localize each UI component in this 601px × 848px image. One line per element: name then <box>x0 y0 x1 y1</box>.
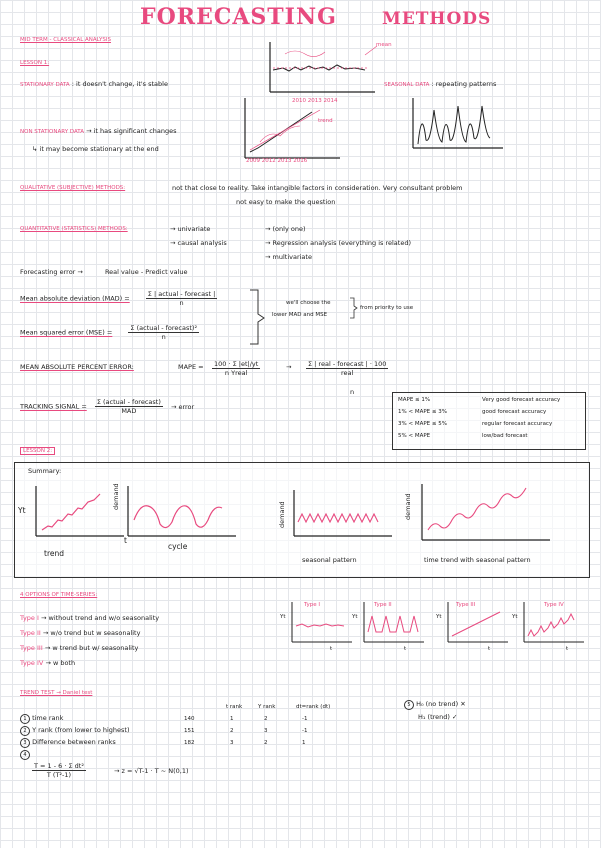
option-1-text: → without trend and w/o seasonality <box>41 614 160 622</box>
trend-col2-1: 2 <box>264 716 268 722</box>
stationary-chart <box>265 40 385 100</box>
forecasting-error-formula: Real value - Predict value <box>104 268 188 276</box>
option-2-type: Type II <box>20 629 41 637</box>
trend-step-2-num: 2 <box>20 726 30 736</box>
trend-step-4 <box>20 750 30 760</box>
h0: H₀ (no trend) ✕ <box>416 700 466 708</box>
mini-x-1: t <box>330 646 333 652</box>
choose-bracket-2 <box>348 296 358 320</box>
mape-eq2-den: n <box>350 388 355 396</box>
trend-step-1 <box>20 714 63 724</box>
trend-value-2: 151 <box>184 728 195 734</box>
mad-label: Mean absolute deviation (MAD) = <box>20 294 130 303</box>
choose-1: we'll choose the <box>286 300 331 306</box>
summary-chart-trend-caption: trend <box>44 549 64 558</box>
trend-col1-2: 2 <box>230 728 234 734</box>
options-label: 4 OPTIONS OF TIME-SERIES: <box>20 592 98 598</box>
option-4-type: Type IV <box>20 659 44 667</box>
option-3 <box>20 644 138 652</box>
summary-chart-cycle-caption: cycle <box>168 542 188 551</box>
mini-y-4: Yt <box>512 614 518 620</box>
qualitative-text2: not easy to make the question <box>236 198 336 206</box>
trend-value-1: 140 <box>184 716 195 722</box>
summary-chart-cycle <box>126 486 246 546</box>
mse-label: Mean squared error (MSE) = <box>20 328 113 337</box>
tracking-note: → error <box>170 402 195 411</box>
page-title-methods: METHODS <box>382 9 492 29</box>
trend-col3-1: -1 <box>302 716 308 722</box>
mape-label: MEAN ABSOLUTE PERCENT ERROR: <box>20 363 134 371</box>
quantitative-line2b: → Regression analysis (everything is related) <box>265 239 411 247</box>
nonstationary-text: → it has significant changes <box>86 127 177 135</box>
forecasting-error <box>20 268 187 276</box>
summary-chart-seasonal <box>292 486 402 546</box>
summary-label: Summary: <box>28 467 62 475</box>
option-3-text: → w trend but w/ seasonality <box>44 644 139 652</box>
stationary-label: STATIONARY DATA <box>20 82 70 88</box>
mape-table-row-3-quality: low/bad forecast <box>482 433 528 439</box>
trend-step-3-num: 3 <box>20 738 30 748</box>
mad-den: n <box>179 299 184 307</box>
option-3-type: Type III <box>20 644 43 652</box>
choose-bracket <box>248 288 268 348</box>
trend-col2-2: 3 <box>264 728 268 734</box>
tracking-row <box>20 398 194 415</box>
trend-step-3 <box>20 738 116 748</box>
qualitative-label: QUALITATIVE (SUBJECTIVE) METHODS: <box>20 185 126 191</box>
mape-table-row-0-range: MAPE ≤ 1% <box>398 397 431 403</box>
mini-chart-type-4 <box>520 602 590 652</box>
tracking-label: TRACKING SIGNAL = <box>20 402 87 411</box>
summary-chart-trend-y: Yt <box>18 506 26 515</box>
option-4 <box>20 659 75 667</box>
trend-step-2-text: Y rank (from lower to highest) <box>32 726 130 734</box>
seasonal-row <box>384 80 496 88</box>
qualitative-text1: not that close to reality. Take intangible factors in consideration. Very consultant problem <box>172 184 463 192</box>
mse-row <box>20 324 199 341</box>
trend-header-1: t rank <box>226 704 243 710</box>
trend-col3-2: -1 <box>302 728 308 734</box>
mape-arrow: → <box>286 363 292 371</box>
mini-chart-type-4-label: Type IV <box>544 602 564 608</box>
section-title: MID TERM - CLASSICAL ANALYSIS <box>20 37 111 43</box>
trend-col1-3: 3 <box>230 740 234 746</box>
mini-x-4: t <box>566 646 569 652</box>
tracking-fraction <box>95 398 163 415</box>
mini-chart-type-3 <box>444 602 514 652</box>
forecasting-error-label: Forecasting error → <box>20 268 83 276</box>
trend-col3-3: 1 <box>302 740 306 746</box>
page-title: FORECASTING <box>140 4 337 30</box>
summary-chart-trend-x: t <box>124 536 127 545</box>
option-1-type: Type I <box>20 614 39 622</box>
mad-num: Σ | actual - forecast | <box>147 290 216 298</box>
mape-num: 100 · Σ |et|/yt <box>214 360 259 368</box>
mape-eq: MAPE = <box>178 363 204 371</box>
mad-row <box>20 290 217 307</box>
quantitative-label: QUANTITATIVE (STATISTICS) METHODS: <box>20 226 128 232</box>
mape-row <box>20 363 134 371</box>
nonstationary-label: NON STATIONARY DATA <box>20 129 84 135</box>
trend-step-4-num: 4 <box>20 750 30 760</box>
summary-chart-seasonal-caption: seasonal pattern <box>302 556 357 564</box>
hypotheses <box>404 700 466 710</box>
mad-fraction <box>146 290 217 307</box>
summary-chart-trend-seasonal <box>420 480 560 550</box>
trend-step-1-text: time rank <box>32 714 64 722</box>
choose-3: from priority to use <box>360 305 414 311</box>
mse-num: Σ (actual - forecast)² <box>130 324 198 332</box>
summary-chart-trend-seasonal-y: demand <box>404 493 412 520</box>
h1: H₁ (trend) ✓ <box>418 713 458 721</box>
mape-eq2-mid: real <box>341 369 354 377</box>
mini-chart-type-2 <box>360 602 430 652</box>
seasonal-chart <box>408 96 508 156</box>
nonstationary-row <box>20 127 177 135</box>
mini-chart-type-2-label: Type II <box>374 602 392 608</box>
mse-fraction <box>128 324 199 341</box>
tracking-num: Σ (actual - forecast) <box>96 398 161 406</box>
tracking-den: MAD <box>121 407 137 415</box>
mape-table-row-2-range: 3% < MAPE ≤ 5% <box>398 421 447 427</box>
stationary-chart-label: mean <box>376 42 392 48</box>
mini-chart-type-1-label: Type I <box>304 602 321 608</box>
formula-z: → z = √T-1 · T ~ N(0,1) <box>114 767 189 775</box>
formula-t-num: T = 1 - 6 · Σ dt² <box>34 762 84 770</box>
seasonal-label: SEASONAL DATA <box>384 82 430 88</box>
nonstationary-text2: ↳ it may become stationary at the end <box>32 145 159 153</box>
mini-x-3: t <box>488 646 491 652</box>
option-2 <box>20 629 140 637</box>
mape-table-row-0-quality: Very good forecast accuracy <box>482 397 561 403</box>
trend-header-3: dt=rank (dt) <box>296 704 331 710</box>
nonstationary-note-b: 2009 2012 2013 2016 <box>246 158 308 164</box>
mape-fraction-2 <box>306 360 388 377</box>
option-2-text: → w/o trend but w seasonality <box>42 629 141 637</box>
mini-y-3: Yt <box>436 614 442 620</box>
mape-den: n Yreal <box>224 369 248 377</box>
trend-test-label: TREND TEST → Daniel test <box>20 690 93 696</box>
trend-step-3-text: Difference between ranks <box>32 738 116 746</box>
lesson1-label: LESSON 1: <box>20 60 50 66</box>
trend-step-2 <box>20 726 130 736</box>
mini-chart-type-3-label: Type III <box>456 602 476 608</box>
mape-table-row-3-range: 5% < MAPE <box>398 433 431 439</box>
formula-t-den: T (T²-1) <box>46 771 72 779</box>
mini-y-2: Yt <box>352 614 358 620</box>
mse-den: n <box>161 333 166 341</box>
mini-y-1: Yt <box>280 614 286 620</box>
quantitative-line2: → causal analysis <box>170 239 227 247</box>
nonstationary-chart <box>240 96 360 166</box>
mape-table-row-2-quality: regular forecast accuracy <box>482 421 553 427</box>
summary-chart-cycle-y: demand <box>112 483 120 510</box>
stationary-text: : it doesn't change, it's stable <box>71 80 168 88</box>
nonstationary-chart-label: trend <box>318 118 333 124</box>
trend-col2-3: 2 <box>264 740 268 746</box>
stationary-row <box>20 80 168 88</box>
option-4-text: → w both <box>45 659 76 667</box>
choose-2: lower MAD and MSE <box>272 312 328 318</box>
mape-table-row-1-quality: good forecast accuracy <box>482 409 547 415</box>
mape-eq2-num: Σ | real - forecast | · 100 <box>308 360 387 368</box>
quantitative-line3: → multivariate <box>265 253 312 261</box>
mini-x-2: t <box>404 646 407 652</box>
mini-chart-type-1 <box>288 602 358 652</box>
seasonal-text: : repeating patterns <box>431 80 497 88</box>
nonstationary-note-a: 2010 2013 2014 <box>292 98 338 104</box>
formula-t <box>32 762 86 779</box>
trend-col1-1: 1 <box>230 716 234 722</box>
summary-chart-trend-seasonal-caption: time trend with seasonal pattern <box>424 556 531 564</box>
lesson2-label: LESSON 2: <box>20 447 55 455</box>
mape-fraction <box>212 360 260 377</box>
mape-table-row-1-range: 1% < MAPE ≤ 3% <box>398 409 447 415</box>
summary-chart-seasonal-y: demand <box>278 501 286 528</box>
hypotheses-num: 5 <box>404 700 414 710</box>
trend-value-3: 182 <box>184 740 195 746</box>
option-1 <box>20 614 159 622</box>
quantitative-line1b: → (only one) <box>265 225 306 233</box>
trend-step-1-num: 1 <box>20 714 30 724</box>
trend-header-2: Y rank <box>258 704 276 710</box>
quantitative-line1: → univariate <box>170 225 211 233</box>
